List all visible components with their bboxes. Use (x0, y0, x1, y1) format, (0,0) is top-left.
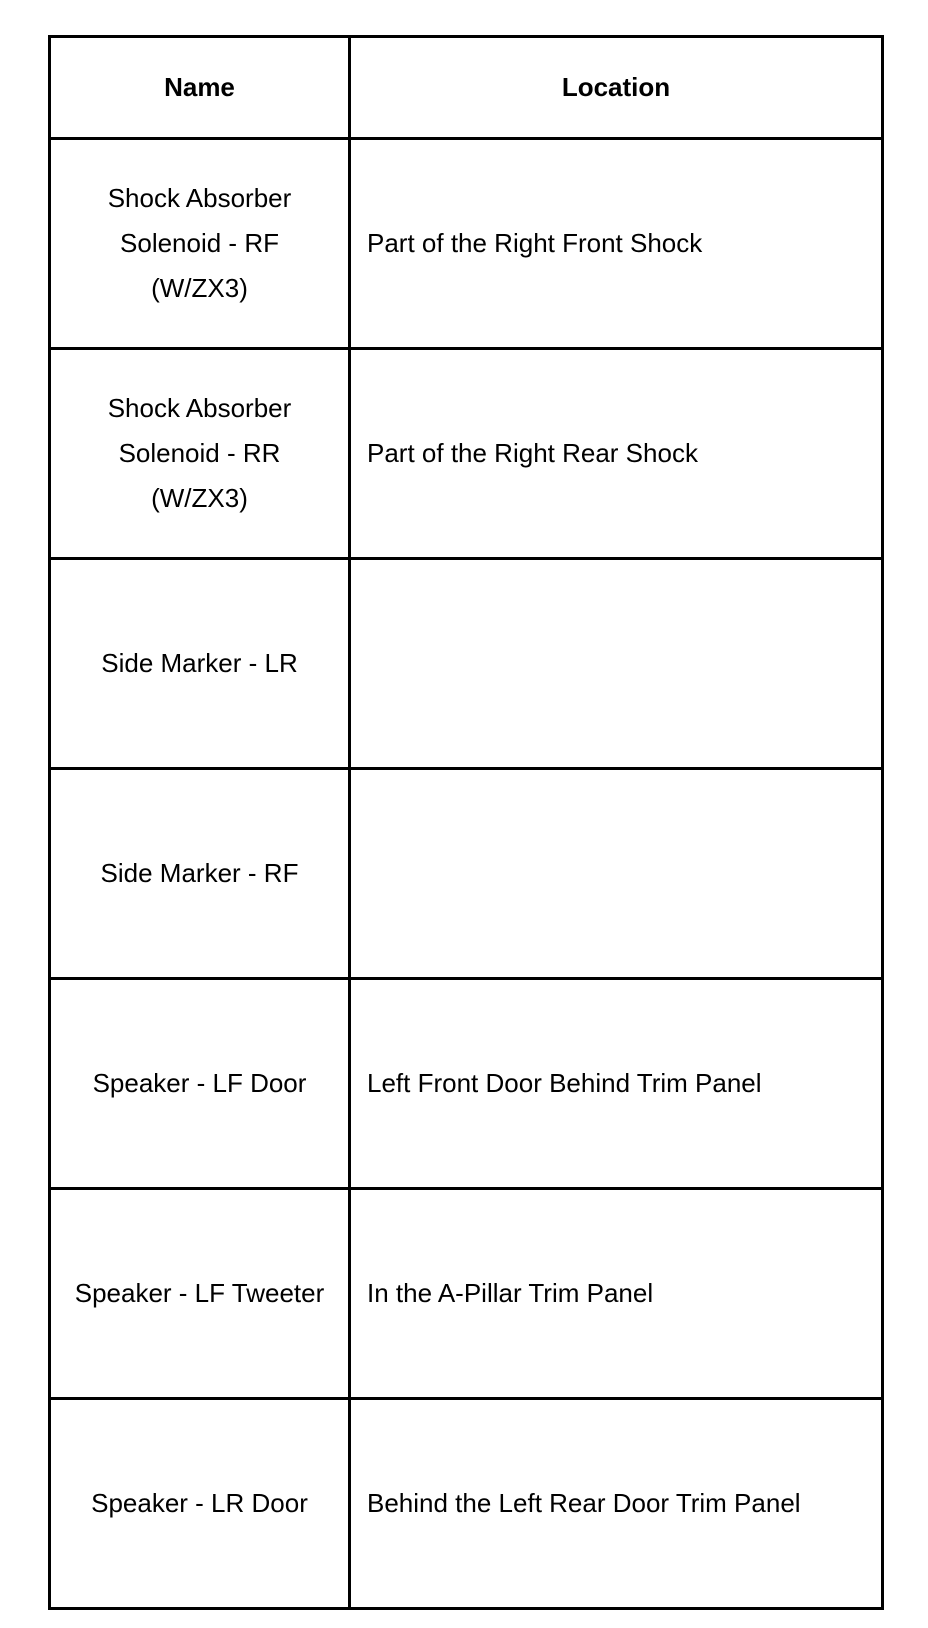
component-name-cell (50, 769, 350, 979)
component-location: Part of the Right Rear Shock (367, 438, 698, 468)
component-location-cell (350, 769, 883, 979)
component-location: Part of the Right Front Shock (367, 228, 703, 258)
component-location: Left Front Door Behind Trim Panel (367, 1068, 762, 1098)
table-row (50, 1189, 883, 1399)
component-name: Shock Absorber Solenoid - RF (W/ZX3) (107, 183, 292, 303)
component-name-cell (50, 559, 350, 769)
component-name: Speaker - LF Door (92, 1068, 307, 1098)
component-name-cell (50, 139, 350, 349)
name-column-header: Name (50, 37, 350, 139)
component-location-cell (350, 1189, 883, 1399)
component-name: Speaker - LF Tweeter (74, 1278, 325, 1308)
table-row (50, 1399, 883, 1609)
table-header-row (50, 37, 883, 139)
component-location: In the A-Pillar Trim Panel (367, 1278, 654, 1308)
component-name-cell (50, 1189, 350, 1399)
component-location-cell (350, 1399, 883, 1609)
component-location-cell (350, 559, 883, 769)
table-row (50, 349, 883, 559)
component-name: Side Marker - LR (101, 648, 298, 678)
table-row (50, 139, 883, 349)
component-name: Shock Absorber Solenoid - RR (W/ZX3) (107, 393, 292, 513)
component-name: Speaker - LR Door (91, 1488, 308, 1518)
table-row (50, 979, 883, 1189)
component-location-cell (350, 349, 883, 559)
table-row (50, 769, 883, 979)
location-column-header: Location (350, 37, 883, 139)
components-table (48, 35, 884, 1610)
component-location-cell (350, 979, 883, 1189)
component-name-cell (50, 979, 350, 1189)
table-row (50, 559, 883, 769)
component-location: Behind the Left Rear Door Trim Panel (367, 1488, 801, 1518)
component-name-cell (50, 1399, 350, 1609)
component-location-cell (350, 139, 883, 349)
component-name-cell (50, 349, 350, 559)
component-name: Side Marker - RF (100, 858, 299, 888)
